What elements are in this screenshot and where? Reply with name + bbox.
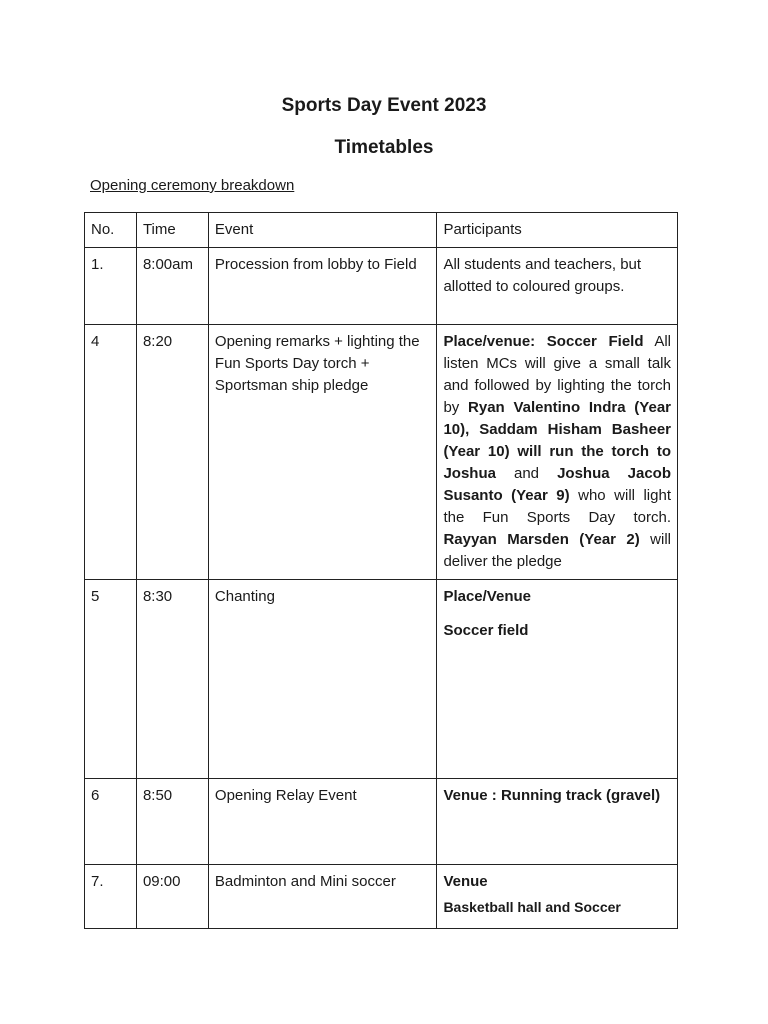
timetable xyxy=(84,212,678,929)
participants-text: and xyxy=(495,465,558,482)
table-row xyxy=(85,865,678,929)
cell-participants: All students and teachers, but allotted to coloured groups. xyxy=(437,248,678,325)
participants-text: who will light the Fun Sports Day torch. xyxy=(443,487,671,526)
venue-value: Basketball hall and Soccer xyxy=(443,899,621,915)
cell-participants xyxy=(437,865,678,929)
venue-value: Soccer field xyxy=(443,622,529,639)
cell-time: 8:00am xyxy=(136,248,208,325)
participants-text: All listen MCs will give a small talk and followed by lighting the torch by xyxy=(443,333,671,416)
cell-no: 1. xyxy=(85,248,137,325)
cell-time: 8:30 xyxy=(136,580,208,779)
header-participants: Participants xyxy=(437,213,678,248)
table-header-row xyxy=(85,213,678,248)
table-row xyxy=(85,580,678,779)
cell-participants xyxy=(437,325,678,580)
table-row xyxy=(85,248,678,325)
cell-no: 4 xyxy=(85,325,137,580)
section-heading: Opening ceremony breakdown xyxy=(90,177,295,194)
header-event: Event xyxy=(208,213,437,248)
venue-label: Place/venue: Soccer Field xyxy=(443,333,644,350)
cell-participants: Venue : Running track (gravel) xyxy=(437,779,678,865)
header-no: No. xyxy=(85,213,137,248)
cell-participants xyxy=(437,580,678,779)
cell-no: 7. xyxy=(85,865,137,929)
participant-names: Ryan Valentino Indra (Year 10), Saddam Hisham Basheer (Year 10) will run the torch to Joshua xyxy=(443,399,671,482)
cell-time: 8:50 xyxy=(136,779,208,865)
cell-time: 8:20 xyxy=(136,325,208,580)
participants-text: will deliver the pledge xyxy=(443,531,671,570)
cell-no: 6 xyxy=(85,779,137,865)
cell-event: Opening Relay Event xyxy=(208,779,437,865)
cell-event: Badminton and Mini soccer xyxy=(208,865,437,929)
document-title: Sports Day Event 2023 xyxy=(281,95,487,116)
header-time: Time xyxy=(136,213,208,248)
table-row xyxy=(85,325,678,580)
cell-event: Procession from lobby to Field xyxy=(208,248,437,325)
venue-label: Venue xyxy=(443,873,488,890)
venue-label: Place/Venue xyxy=(443,588,531,605)
participant-name: Rayyan Marsden (Year 2) xyxy=(443,531,640,548)
participant-name: Joshua Jacob Susanto (Year 9) xyxy=(443,465,671,504)
cell-time: 09:00 xyxy=(136,865,208,929)
table-row xyxy=(85,779,678,865)
cell-event: Chanting xyxy=(208,580,437,779)
cell-event: Opening remarks + lighting the Fun Sports Day torch + Sportsman ship pledge xyxy=(208,325,437,580)
document-subtitle: Timetables xyxy=(334,137,434,158)
cell-no: 5 xyxy=(85,580,137,779)
